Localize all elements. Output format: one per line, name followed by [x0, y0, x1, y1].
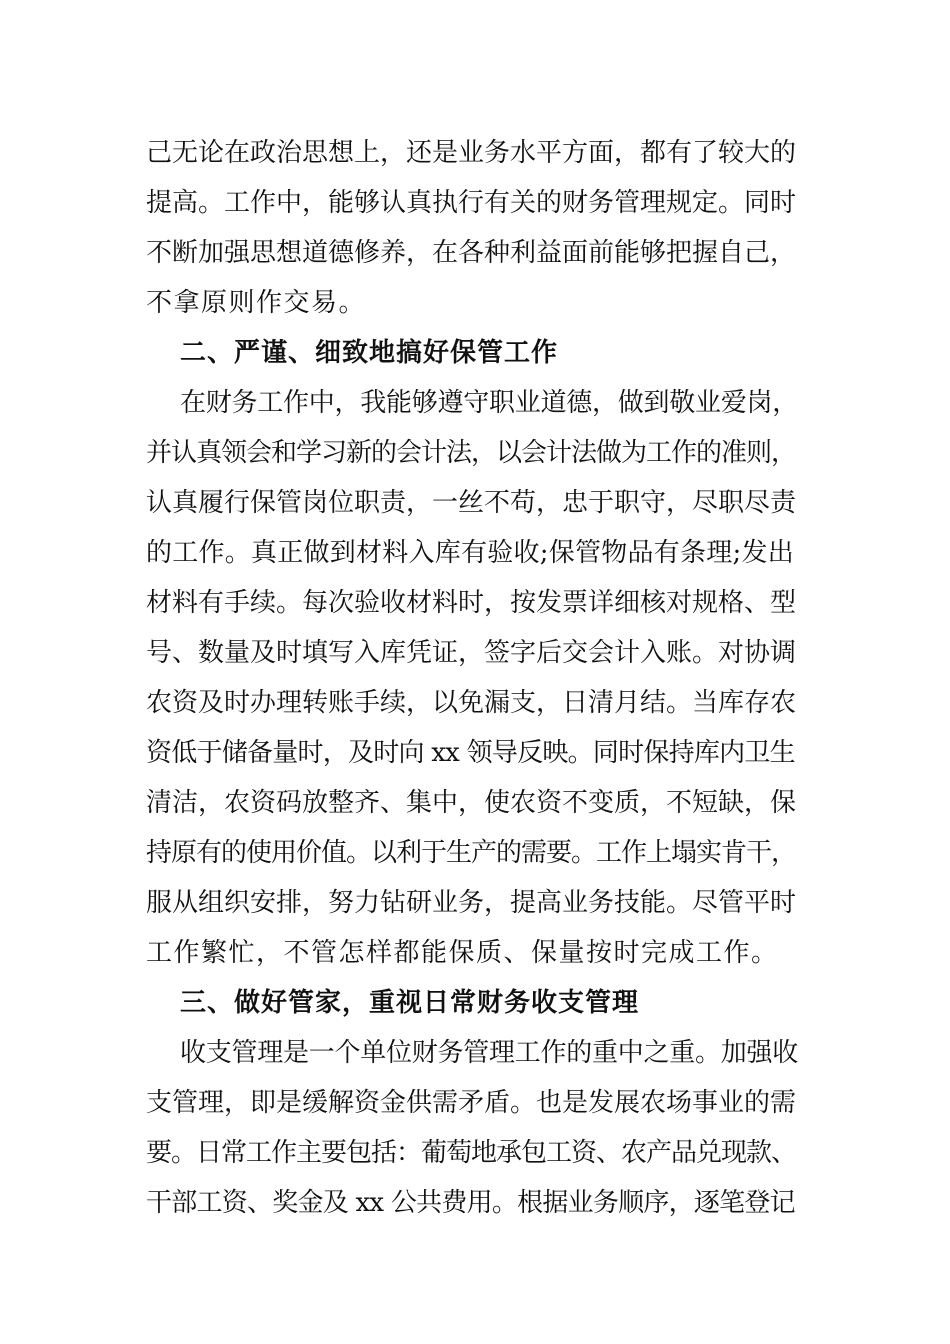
- body-text-line: 工作繁忙，不管怎样都能保质、保量按时完成工作。: [146, 938, 779, 968]
- body-text-line: 持原有的使用价值。以利于生产的需要。工作上塌实肯干，: [146, 838, 797, 868]
- body-text-line: 的工作。真正做到材料入库有验收;保管物品有条理;发出: [146, 538, 795, 568]
- document-page: [146, 128, 798, 1228]
- section-heading-3: 三、做好管家，重视日常财务收支管理: [180, 988, 640, 1018]
- body-text-line: 收支管理是一个单位财务管理工作的重中之重。加强收: [180, 1038, 798, 1068]
- body-text-line: 提高。工作中，能够认真执行有关的财务管理规定。同时: [146, 188, 797, 218]
- body-text-line: 要。日常工作主要包括：葡萄地承包工资、农产品兑现款、: [146, 1138, 797, 1168]
- body-text-line: 资低于储备量时，及时向 xx 领导反映。同时保持库内卫生: [146, 738, 795, 768]
- body-text-line: 材料有手续。每次验收材料时，按发票详细核对规格、型: [146, 588, 797, 618]
- body-text-line: 不拿原则作交易。: [146, 288, 367, 318]
- body-text-line: 不断加强思想道德修养，在各种利益面前能够把握自己，: [146, 238, 797, 268]
- body-text-line: 支管理，即是缓解资金供需矛盾。也是发展农场事业的需: [146, 1088, 797, 1118]
- body-text-line: 干部工资、奖金及 xx 公共费用。根据业务顺序，逐笔登记: [146, 1188, 795, 1218]
- body-text-line: 清洁，农资码放整齐、集中，使农资不变质，不短缺，保: [146, 788, 797, 818]
- body-text-line: 并认真领会和学习新的会计法，以会计法做为工作的准则，: [146, 438, 797, 468]
- body-text-line: 在财务工作中，我能够遵守职业道德，做到敬业爱岗，: [180, 388, 798, 418]
- section-heading-2: 二、严谨、细致地搞好保管工作: [180, 338, 559, 368]
- body-text-line: 认真履行保管岗位职责，一丝不苟，忠于职守，尽职尽责: [146, 488, 797, 518]
- body-text-line: 号、数量及时填写入库凭证，签字后交会计入账。对协调: [146, 638, 797, 668]
- body-text-line: 农资及时办理转账手续，以免漏支，日清月结。当库存农: [146, 688, 797, 718]
- body-text-line: 己无论在政治思想上，还是业务水平方面，都有了较大的: [146, 138, 797, 168]
- body-text-line: 服从组织安排，努力钻研业务，提高业务技能。尽管平时: [146, 888, 797, 918]
